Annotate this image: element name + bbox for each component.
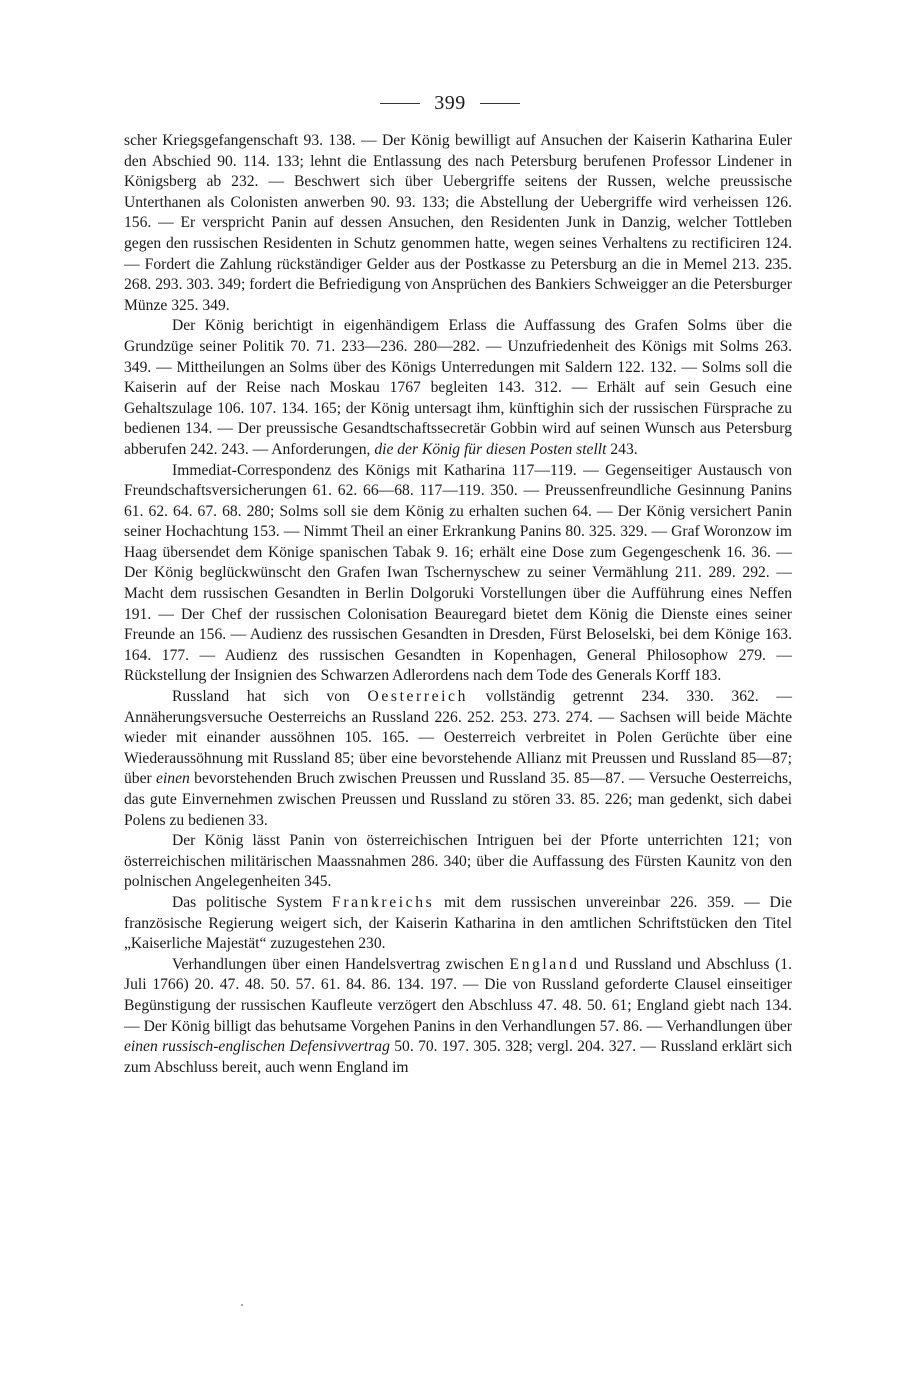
paragraph-p1 [124, 131, 792, 316]
header-rule-right [480, 103, 520, 104]
header-rule-left [380, 103, 420, 104]
paragraph-p6 [124, 893, 792, 955]
text-run: einen [156, 770, 190, 788]
paragraph-p3 [124, 461, 792, 688]
page-header [0, 88, 900, 118]
text-run: Russland hat sich von [172, 688, 368, 706]
paragraph-p5 [124, 831, 792, 893]
text-run: scher Kriegsgefangenschaft 93. 138. — Der König bewilligt auf Ansuchen der Kaiserin Katharina Euler den Abschied 90. 114. 133; lehnt die Entlassung des nach Petersburg berufenen Professor Lindener in Königsberg ab 232. — Beschwert sich über Uebergriffe seitens der Russen, welche preussische Unterthanen als Colonisten anwerben 90. 93. 133; die Abstellung der Uebergriffe wird verheissen 126. 156. — Er verspricht Panin auf dessen Ansuchen, den Residenten Junk in Danzig, welcher Tottleben gegen den russischen Residenten in Schutz genommen hatte, wegen seines Verhaltens zu rectificiren 124. — Fordert die Zahlung rückständiger Gelder aus der Postkasse zu Petersburg an die in Memel 213. 235. 268. 293. 303. 349; fordert die Befriedigung von Ansprüchen des Bankiers Schweigger an die Petersburger Münze 325. 349. [124, 132, 792, 314]
text-run: 50. 70. 197. 305. 328; vergl. 204. 327. — Russland erklärt sich zum Abschluss bereit, auch wenn England im [124, 1038, 793, 1076]
text-run: vollständig getrennt 234. 330. 362. — Annäherungsversuche Oesterreichs an Russland 226. 252. 253. 273. 274. — Sachsen will beide Mächte wieder mit einander aussöhnen 105. 165. — Oesterreich verbreitet in Polen Gerüchte über eine Wiederaussöhnung mit Russland 85; über eine bevorstehende Allianz mit Preussen und Russland 85—87; über [124, 688, 792, 788]
text-run: Der König berichtigt in eigenhändigem Erlass die Auffassung des Grafen Solms über die Grundzüge seiner Politik 70. 71. 233—236. 280—282. — Unzufriedenheit des Königs mit Solms 263. 349. — Mittheilungen an Solms über des Königs Unterredungen mit Saldern 122. 132. — Solms soll die Kaiserin auf der Reise nach Moskau 1767 begleiten 143. 312. — Erhält auf sein Gesuch eine Gehaltszulage 106. 107. 134. 165; der König untersagt ihm, künftighin sich der russischen Fürsprache zu bedienen 134. — Der preussische Gesandtschaftssecretär Gobbin wird auf seinen Wunsch aus Petersburg abberufen 242. 243. — Anforderungen, [124, 317, 792, 458]
speck-mark [241, 1304, 243, 1306]
text-run: Der König lässt Panin von österreichischen Intriguen bei der Pforte unterrichten 121; von österreichischen militärischen Maassnahmen 286. 340; über die Auffassung des Fürsten Kaunitz von den polnischen Angelegenheiten 345. [124, 832, 792, 891]
text-run: und Russland und Abschluss (1. Juli 1766) 20. 47. 48. 50. 57. 61. 84. 86. 134. 197. — Die von Russland geforderte Clausel einseitiger Begünstigung der russischen Kaufleute verzögert den Abschluss 47. 48. 50. 61; England giebt nach 134. — Der König billigt das behutsame Vorgehen Panins in den Verhandlungen 57. 86. — Verhandlungen über [124, 955, 792, 1035]
page-number: 399 [434, 91, 466, 114]
text-run: Frankreichs [332, 893, 435, 911]
text-run: Das politische System [172, 893, 333, 911]
text-run: Oesterreich [367, 688, 468, 706]
paragraph-p7 [124, 955, 792, 1079]
text-run: England [509, 955, 580, 973]
paragraph-p4 [124, 687, 792, 831]
text-run: bevorstehenden Bruch zwischen Preussen und Russland 35. 85—87. — Versuche Oesterreichs, das gute Einvernehmen zwischen Preussen und Russland zu stören 33. 85. 226; man gedenkt, sich dabei Polens zu bedienen 33. [124, 770, 792, 829]
text-run: mit dem russischen unvereinbar 226. 359. — Die französische Regierung weigert sich, der Kaiserin Katharina in den amtlichen Schriftstücken den Titel „Kaiserliche Majestät“ zuzugestehen 230. [124, 893, 792, 953]
text-run: Verhandlungen über einen Handelsvertrag zwischen [172, 955, 510, 973]
paragraph-p2 [124, 316, 792, 460]
text-run: 243. [606, 440, 638, 458]
text-run: die der König für diesen Posten stellt [374, 440, 607, 458]
text-run: einen russisch-englischen Defensivvertrag [124, 1038, 390, 1056]
body-text [124, 131, 792, 1078]
text-run: Immediat-Correspondenz des Königs mit Katharina 117—119. — Gegenseitiger Austausch von Freundschaftsversicherungen 61. 62. 66—68. 117—119. 350. — Preussenfreundliche Gesinnung Panins 61. 62. 64. 67. 68. 280; Solms soll sie dem König zu erhalten suchen 64. — Der König versichert Panin seiner Hochachtung 153. — Nimmt Theil an einer Erkrankung Panins 80. 325. 329. — Graf Woronzow im Haag übersendet dem Könige spanischen Tabak 9. 16; erhält eine Dose zum Gegengeschenk 16. 36. — Der König beglückwünscht den Grafen Iwan Tschernyschew zu seiner Vermählung 211. 289. 292. — Macht dem russischen Gesandten in Berlin Dolgoruki Vorstellungen über die Aufführung eines Neffen 191. — Der Chef der russischen Colonisation Beauregard bietet dem König die Dienste eines seiner Freunde an 156. — Audienz des russischen Gesandten in Dresden, Fürst Beloselski, bei dem Könige 163. 164. 177. — Audienz des russischen Gesandten in Kopenhagen, General Philosophow 279. — Rückstellung der Insignien des Schwarzen Adlerordens nach dem Tode des Generals Korff 183. [124, 461, 792, 685]
